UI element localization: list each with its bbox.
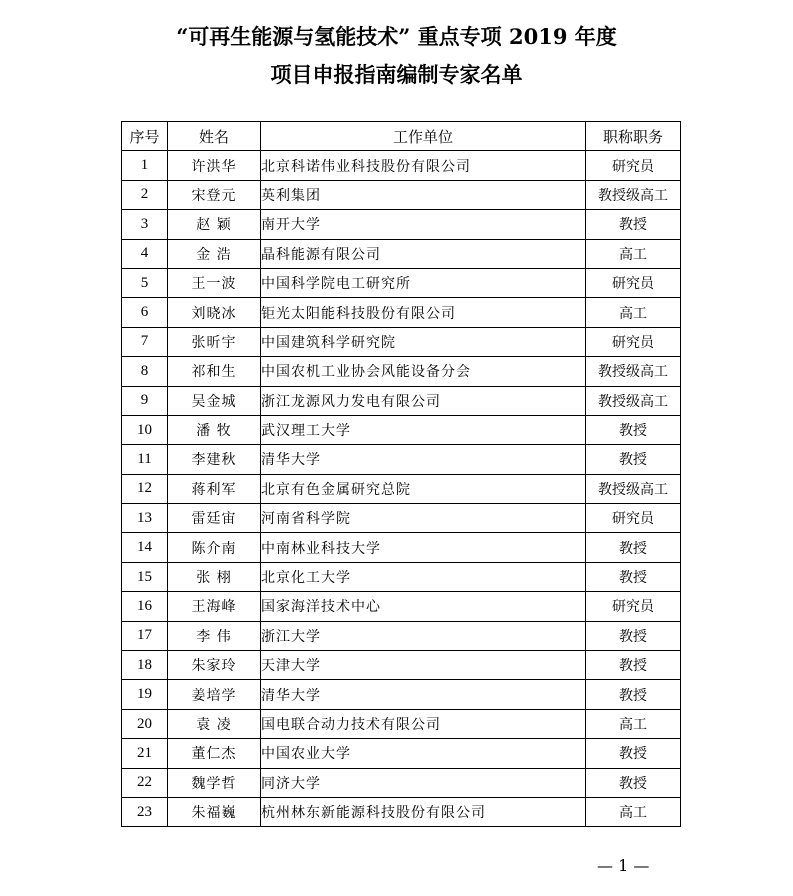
cell-name: 赵 颖 <box>168 210 261 239</box>
cell-name: 李建秋 <box>168 445 261 474</box>
cell-organization: 浙江大学 <box>261 621 586 650</box>
table-row <box>122 797 681 826</box>
cell-organization: 中国科学院电工研究所 <box>261 268 586 297</box>
cell-name: 王一波 <box>168 268 261 297</box>
cell-organization: 英利集团 <box>261 180 586 209</box>
table-row <box>122 268 681 297</box>
cell-title: 高工 <box>586 239 681 268</box>
cell-organization: 武汉理工大学 <box>261 415 586 444</box>
cell-seq: 21 <box>122 739 168 768</box>
cell-seq: 20 <box>122 709 168 738</box>
cell-name: 蒋利军 <box>168 474 261 503</box>
cell-organization: 国电联合动力技术有限公司 <box>261 709 586 738</box>
cell-seq: 17 <box>122 621 168 650</box>
table-row <box>122 474 681 503</box>
cell-seq: 9 <box>122 386 168 415</box>
cell-name: 姜培学 <box>168 680 261 709</box>
cell-name: 张 栩 <box>168 562 261 591</box>
cell-organization: 杭州林东新能源科技股份有限公司 <box>261 797 586 826</box>
cell-seq: 10 <box>122 415 168 444</box>
cell-seq: 2 <box>122 180 168 209</box>
cell-organization: 北京有色金属研究总院 <box>261 474 586 503</box>
cell-title: 教授 <box>586 680 681 709</box>
cell-organization: 浙江龙源风力发电有限公司 <box>261 386 586 415</box>
table-row <box>122 180 681 209</box>
cell-name: 刘晓冰 <box>168 298 261 327</box>
page-number: — 1 — <box>597 856 650 875</box>
table-row <box>122 239 681 268</box>
table-row <box>122 768 681 797</box>
cell-seq: 12 <box>122 474 168 503</box>
table-row <box>122 709 681 738</box>
cell-name: 雷廷宙 <box>168 504 261 533</box>
cell-organization: 中国农业大学 <box>261 739 586 768</box>
table-row <box>122 592 681 621</box>
cell-name: 李 伟 <box>168 621 261 650</box>
table-row <box>122 357 681 386</box>
cell-title: 研究员 <box>586 327 681 356</box>
cell-name: 张昕宇 <box>168 327 261 356</box>
header-seq: 序号 <box>122 122 168 151</box>
cell-title: 研究员 <box>586 504 681 533</box>
table-row <box>122 562 681 591</box>
cell-title: 研究员 <box>586 151 681 180</box>
cell-organization: 北京化工大学 <box>261 562 586 591</box>
cell-title: 教授级高工 <box>586 357 681 386</box>
cell-seq: 8 <box>122 357 168 386</box>
cell-seq: 6 <box>122 298 168 327</box>
cell-seq: 23 <box>122 797 168 826</box>
cell-organization: 中国农机工业协会风能设备分会 <box>261 357 586 386</box>
cell-seq: 1 <box>122 151 168 180</box>
cell-seq: 13 <box>122 504 168 533</box>
document-subtitle: 项目申报指南编制专家名单 <box>270 62 523 87</box>
document-title: “可再生能源与氢能技术” 重点专项 2019 年度 <box>176 24 617 49</box>
cell-organization: 中国建筑科学研究院 <box>261 327 586 356</box>
cell-organization: 清华大学 <box>261 680 586 709</box>
cell-title: 教授 <box>586 415 681 444</box>
table-row <box>122 327 681 356</box>
table-row <box>122 533 681 562</box>
table-row <box>122 445 681 474</box>
cell-organization: 清华大学 <box>261 445 586 474</box>
cell-name: 董仁杰 <box>168 739 261 768</box>
cell-seq: 19 <box>122 680 168 709</box>
cell-name: 朱福巍 <box>168 797 261 826</box>
cell-organization: 天津大学 <box>261 651 586 680</box>
table-row <box>122 680 681 709</box>
cell-organization: 南开大学 <box>261 210 586 239</box>
cell-name: 宋登元 <box>168 180 261 209</box>
table-body <box>122 151 681 827</box>
cell-title: 高工 <box>586 298 681 327</box>
expert-list-table <box>121 121 681 827</box>
table-row <box>122 298 681 327</box>
cell-title: 教授 <box>586 651 681 680</box>
cell-seq: 11 <box>122 445 168 474</box>
cell-title: 教授 <box>586 210 681 239</box>
cell-name: 吴金城 <box>168 386 261 415</box>
cell-name: 魏学哲 <box>168 768 261 797</box>
cell-seq: 18 <box>122 651 168 680</box>
cell-name: 王海峰 <box>168 592 261 621</box>
cell-name: 潘 牧 <box>168 415 261 444</box>
cell-title: 教授 <box>586 533 681 562</box>
cell-organization: 河南省科学院 <box>261 504 586 533</box>
table-row <box>122 210 681 239</box>
cell-seq: 5 <box>122 268 168 297</box>
cell-title: 教授级高工 <box>586 386 681 415</box>
cell-title: 高工 <box>586 709 681 738</box>
cell-organization: 北京科诺伟业科技股份有限公司 <box>261 151 586 180</box>
cell-organization: 钜光太阳能科技股份有限公司 <box>261 298 586 327</box>
cell-seq: 7 <box>122 327 168 356</box>
cell-seq: 4 <box>122 239 168 268</box>
cell-title: 教授 <box>586 562 681 591</box>
cell-seq: 22 <box>122 768 168 797</box>
cell-organization: 晶科能源有限公司 <box>261 239 586 268</box>
cell-name: 许洪华 <box>168 151 261 180</box>
cell-title: 教授 <box>586 445 681 474</box>
cell-organization: 同济大学 <box>261 768 586 797</box>
cell-seq: 3 <box>122 210 168 239</box>
cell-title: 教授级高工 <box>586 180 681 209</box>
table-row <box>122 415 681 444</box>
table-row <box>122 739 681 768</box>
header-organization: 工作单位 <box>261 122 586 151</box>
cell-title: 教授级高工 <box>586 474 681 503</box>
table-row <box>122 386 681 415</box>
header-title: 职称职务 <box>586 122 681 151</box>
cell-seq: 14 <box>122 533 168 562</box>
cell-title: 教授 <box>586 621 681 650</box>
cell-seq: 16 <box>122 592 168 621</box>
header-name: 姓名 <box>168 122 261 151</box>
cell-organization: 中南林业科技大学 <box>261 533 586 562</box>
cell-name: 朱家玲 <box>168 651 261 680</box>
table-row <box>122 651 681 680</box>
cell-organization: 国家海洋技术中心 <box>261 592 586 621</box>
cell-seq: 15 <box>122 562 168 591</box>
cell-title: 高工 <box>586 797 681 826</box>
table-row <box>122 504 681 533</box>
table-row <box>122 151 681 180</box>
cell-title: 研究员 <box>586 268 681 297</box>
cell-name: 陈介南 <box>168 533 261 562</box>
cell-name: 金 浩 <box>168 239 261 268</box>
table-row <box>122 621 681 650</box>
cell-title: 教授 <box>586 739 681 768</box>
table-header-row <box>122 122 681 151</box>
cell-title: 教授 <box>586 768 681 797</box>
cell-name: 袁 凌 <box>168 709 261 738</box>
cell-name: 祁和生 <box>168 357 261 386</box>
cell-title: 研究员 <box>586 592 681 621</box>
